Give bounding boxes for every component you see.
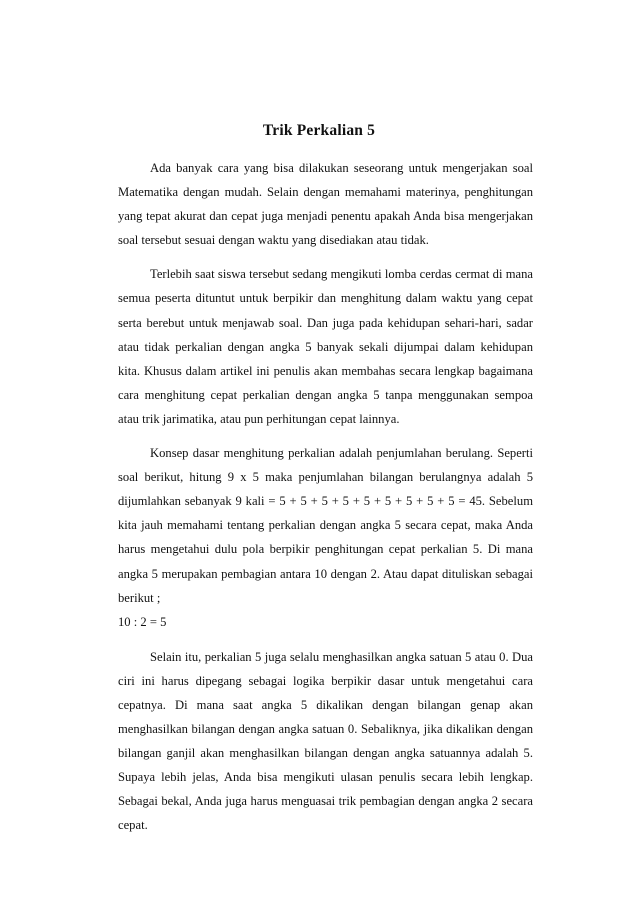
document-body bbox=[118, 156, 533, 848]
document-title: Trik Perkalian 5 bbox=[262, 122, 376, 139]
paragraph-4: Selain itu, perkalian 5 juga selalu menghasilkan angka satuan 5 atau 0. Dua ciri ini harus dipegang sebagai logika berpikir dasar untuk mengetahui cara cepatnya. Di mana saat angka 5 dikalikan dengan bilangan genap akan menghasilkan bilangan dengan angka satuan 0. Sebaliknya, jika dikalikan dengan bilangan ganjil akan menghasilkan bilangan dengan angka satuannya adalah 5. Supaya lebih jelas, Anda bisa mengikuti ulasan penulis secara lebih lengkap. Sebagai bekal, Anda juga harus menguasai trik pembagian dengan angka 2 secara cepat. bbox=[118, 649, 533, 833]
paragraph-3: Konsep dasar menghitung perkalian adalah penjumlahan berulang. Seperti soal berikut, hitung 9 x 5 maka penjumlahan bilangan berulangnya adalah 5 dijumlahkan sebanyak 9 kali = 5 + 5 + 5 + 5 + 5 + 5 + 5 + 5 + 5 = 45. Sebelum kita jauh memahami tentang perkalian dengan angka 5 secara cepat, maka Anda harus mengetahui dulu pola berpikir penghitungan cepat perkalian 5. Di mana angka 5 merupakan pembagian antara 10 dengan 2. Atau dapat dituliskan sebagai berikut ; bbox=[118, 446, 533, 605]
paragraph-2: Terlebih saat siswa tersebut sedang mengikuti lomba cerdas cermat di mana semua peserta dituntut untuk berpikir dan menghitung dalam waktu yang cepat serta berebut untuk menjawab soal. Dan juga pada kehidupan sehari-hari, sadar atau tidak perkalian dengan angka 5 banyak sekali dijumpai dalam kehidupan kita. Khusus dalam artikel ini penulis akan membahas secara lengkap bagaimana cara menghitung cepat perkalian dengan angka 5 tanpa menggunakan sempoa atau trik jarimatika, atau pun perhitungan cepat lainnya. bbox=[118, 267, 533, 426]
formula-line: 10 : 2 = 5 bbox=[118, 614, 167, 629]
paragraph-1: Ada banyak cara yang bisa dilakukan seseorang untuk mengerjakan soal Matematika dengan mudah. Selain dengan memahami materinya, penghitungan yang tepat akurat dan cepat juga menjadi penentu apakah Anda bisa mengerjakan soal tersebut sesuai dengan waktu yang disediakan atau tidak. bbox=[118, 161, 533, 248]
